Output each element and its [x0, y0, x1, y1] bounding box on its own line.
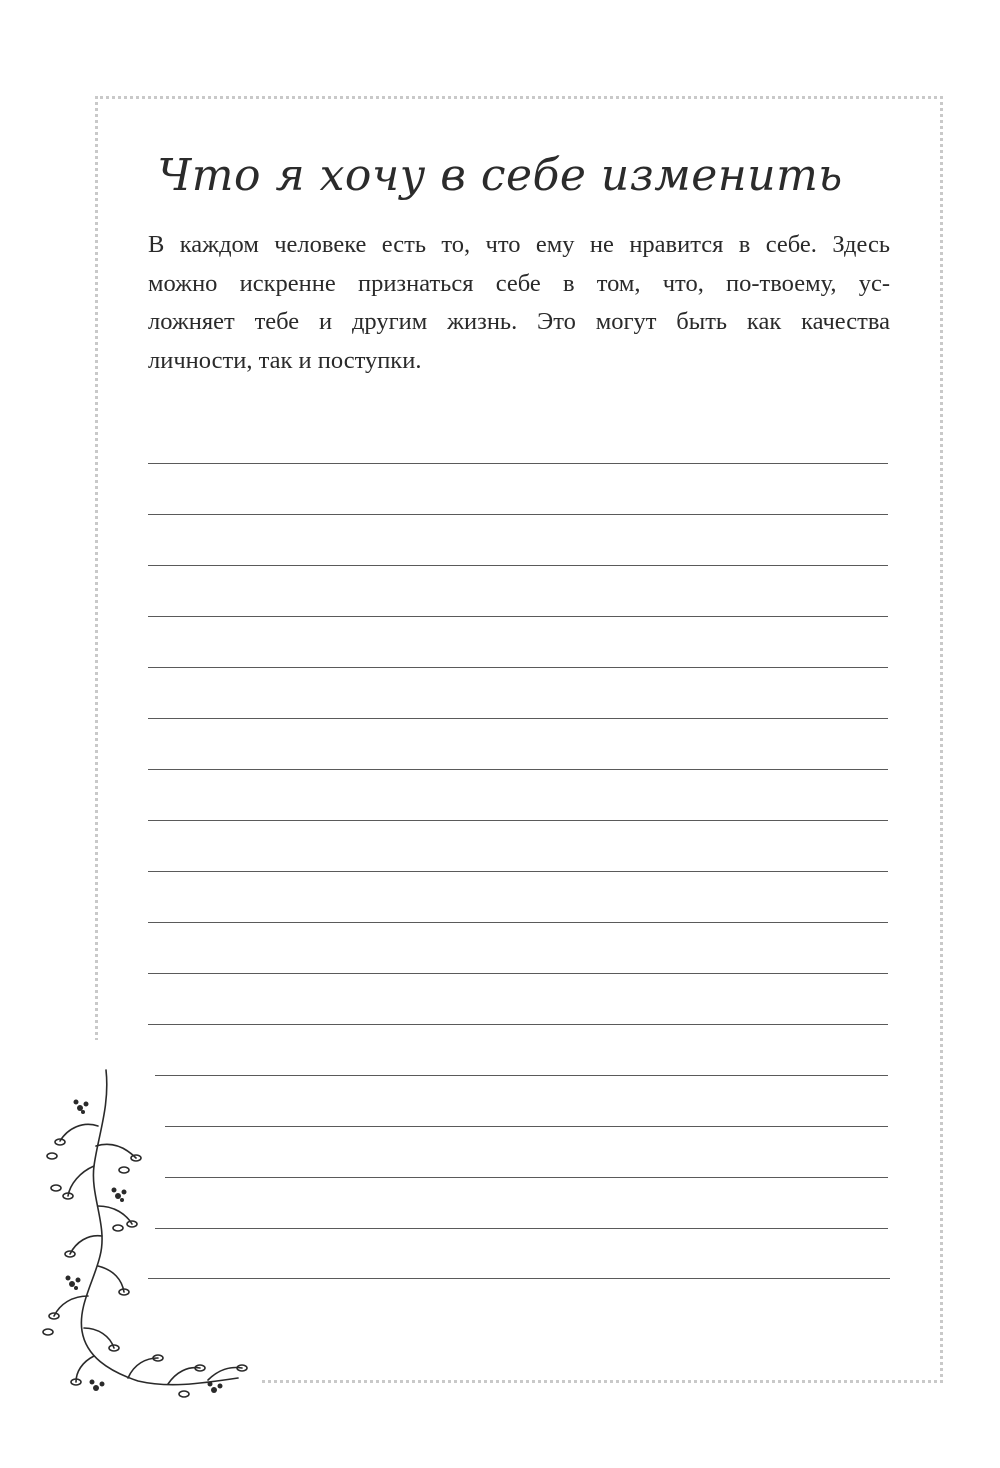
writing-line[interactable]	[148, 514, 888, 515]
writing-line[interactable]	[148, 667, 888, 668]
writing-line[interactable]	[155, 1075, 888, 1076]
writing-line[interactable]	[165, 1126, 888, 1127]
writing-line[interactable]	[148, 820, 888, 821]
intro-line: можно искренне признаться себе в том, что, по-твоему, ус-	[148, 269, 890, 297]
intro-line: В каждом человеке есть то, что ему не нравится в себе. Здесь	[148, 231, 890, 258]
intro-paragraph	[148, 226, 890, 380]
floral-vine-icon	[38, 1066, 258, 1406]
writing-line[interactable]	[148, 871, 888, 872]
intro-line: ложняет тебе и другим жизнь. Это могут быть как качества	[148, 308, 890, 335]
writing-line[interactable]	[148, 463, 888, 464]
writing-line[interactable]	[148, 1024, 888, 1025]
writing-line[interactable]	[148, 565, 888, 566]
writing-line[interactable]	[148, 718, 888, 719]
writing-line[interactable]	[165, 1177, 888, 1178]
intro-line: личности, так и поступки.	[148, 346, 422, 374]
page-title: Что я хочу в себе изменить	[157, 150, 843, 201]
writing-line[interactable]	[148, 616, 888, 617]
writing-line[interactable]	[148, 922, 888, 923]
writing-line[interactable]	[148, 1278, 890, 1279]
writing-line[interactable]	[148, 973, 888, 974]
writing-line[interactable]	[155, 1228, 888, 1229]
writing-line[interactable]	[148, 769, 888, 770]
